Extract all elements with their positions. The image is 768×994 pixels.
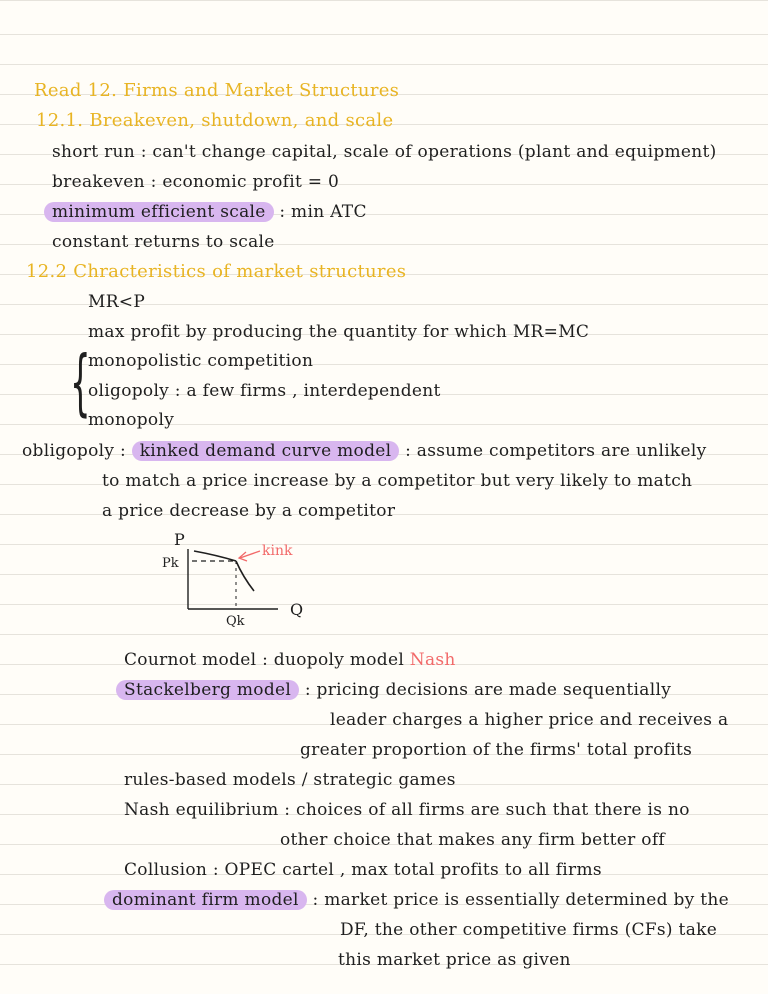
oligopoly-prefix: obligopoly : (22, 441, 132, 461)
section-heading-12-1: 12.1. Breakeven, shutdown, and scale (36, 110, 394, 131)
highlighted-term-kinked: kinked demand curve model (132, 441, 400, 461)
stackelberg-definition: : pricing decisions are made sequentially (299, 680, 672, 700)
note-nash-2: other choice that makes any firm better off (280, 830, 666, 850)
highlighted-term-stackelberg: Stackelberg model (116, 680, 299, 700)
kinked-demand-graph (150, 525, 320, 630)
dominant-definition: : market price is essentially determined by the (306, 890, 730, 910)
graph-inelastic-segment (236, 561, 254, 591)
note-cournot (124, 650, 456, 670)
list-item-monopoly: monopoly (88, 410, 175, 430)
note-dominant-firm (112, 890, 729, 910)
note-short-run: short run : can't change capital, scale of operations (plant and equipment) (52, 142, 717, 162)
graph-qk-label: Qk (226, 614, 245, 629)
highlighted-term-dominant: dominant firm model (104, 890, 307, 910)
note-max-profit: max profit by producing the quantity for which MR=MC (88, 322, 590, 342)
note-constant-returns: constant returns to scale (52, 232, 275, 252)
note-kinked-line3: a price decrease by a competitor (102, 501, 396, 521)
note-dominant-line2: DF, the other competitive firms (CFs) take (340, 920, 718, 940)
page-title: Read 12. Firms and Market Structures (34, 80, 400, 101)
cournot-nash-annotation: Nash (409, 650, 456, 670)
note-stackelberg (124, 680, 671, 700)
note-rules-based: rules-based models / strategic games (124, 770, 456, 790)
note-collusion: Collusion : OPEC cartel , max total profits to all firms (124, 860, 602, 880)
note-nash-1: Nash equilibrium : choices of all firms are such that there is no (124, 800, 690, 820)
graph-p-label: P (174, 530, 185, 549)
note-mr-p: MR<P (88, 292, 146, 312)
note-breakeven: breakeven : economic profit = 0 (52, 172, 340, 192)
note-kinked-demand (22, 441, 707, 461)
brace-icon: { (70, 340, 91, 424)
graph-q-label: Q (290, 600, 304, 619)
kinked-definition: : assume competitors are unlikely (399, 441, 707, 461)
note-mes (52, 202, 367, 222)
graph-kink-label: kink (262, 543, 293, 559)
list-item-oligopoly: oligopoly : a few firms , interdependent (88, 381, 441, 401)
mes-definition: : min ATC (273, 202, 367, 222)
note-stackelberg-line3: greater proportion of the firms' total profits (300, 740, 693, 760)
list-item-monopolistic: monopolistic competition (88, 351, 314, 371)
graph-pk-label: Pk (162, 556, 179, 571)
highlighted-term-mes: minimum efficient scale (44, 202, 274, 222)
graph-elastic-segment (194, 551, 236, 561)
section-heading-12-2: 12.2 Chracteristics of market structures (26, 261, 407, 282)
cournot-text: Cournot model : duopoly model (124, 650, 405, 670)
note-dominant-line3: this market price as given (338, 950, 571, 970)
note-kinked-line2: to match a price increase by a competitor but very likely to match (102, 471, 693, 491)
note-stackelberg-line2: leader charges a higher price and receives a (330, 710, 729, 730)
